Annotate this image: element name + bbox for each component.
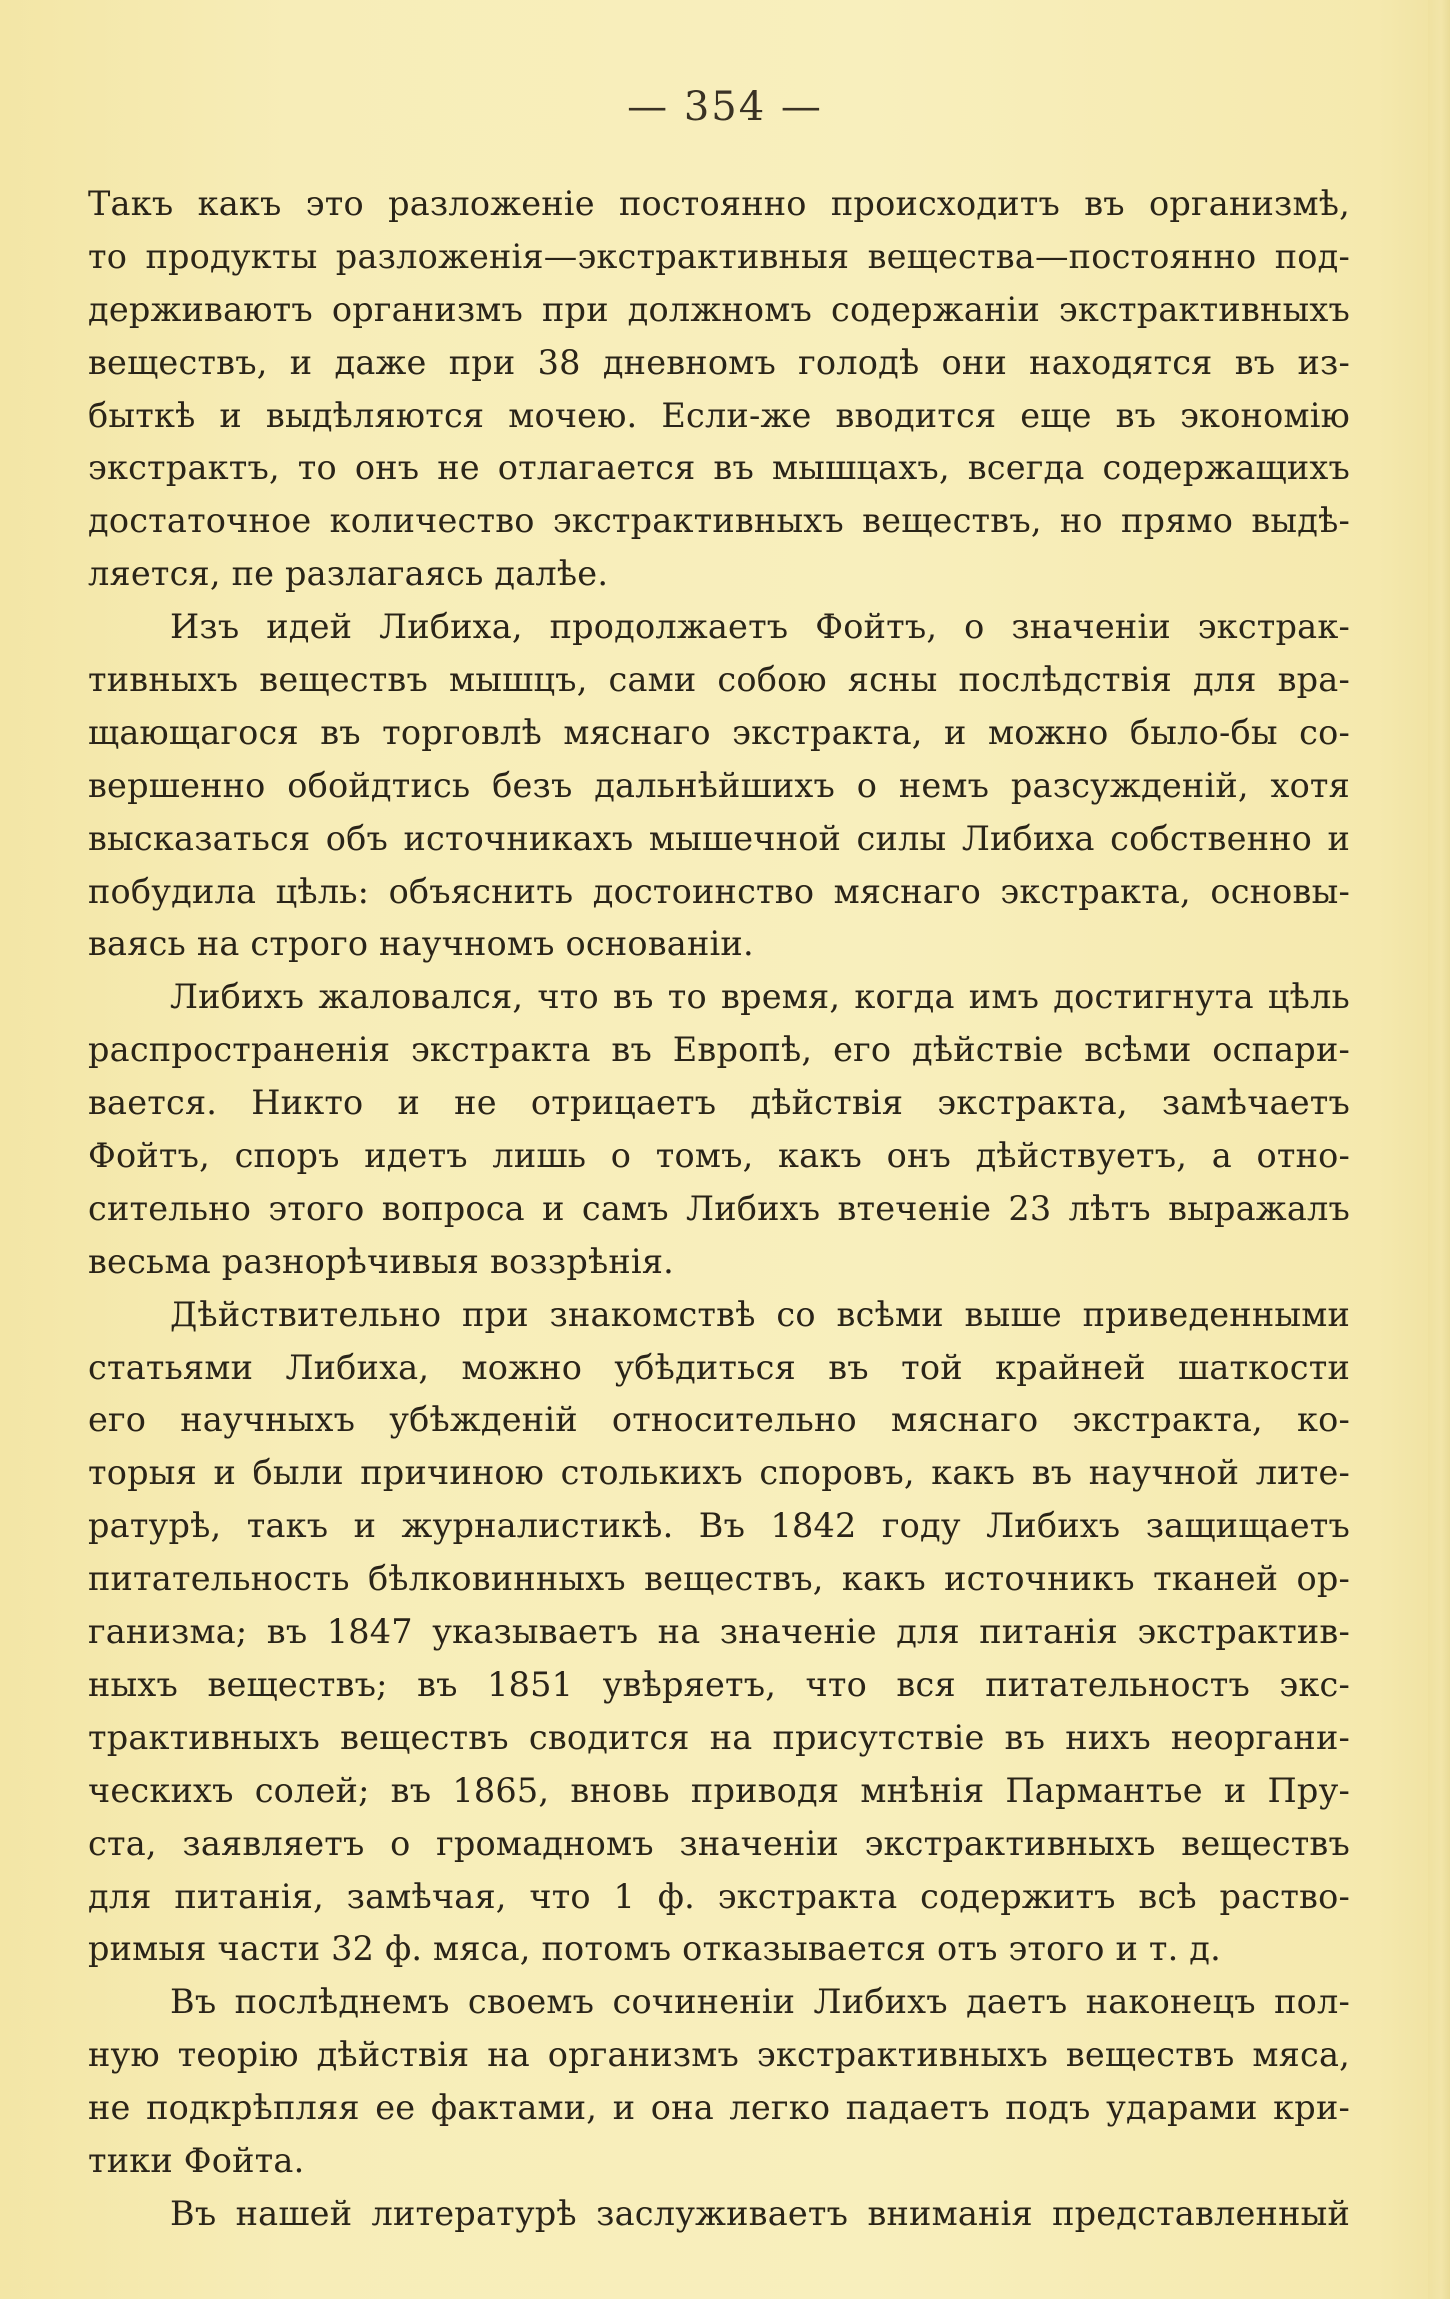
text-line: ныхъ веществъ; въ 1851 увѣряетъ, что вся питательностъ экс- — [88, 1664, 1350, 1704]
text-line: не подкрѣпляя ее фактами, и она легко падаетъ подъ ударами кри- — [88, 2088, 1350, 2128]
text-line: тивныхъ веществъ мышцъ, сами собою ясны послѣдствія для вра- — [88, 660, 1350, 700]
text-line: ганизма; въ 1847 указываетъ на значеніе для питанія экстрактив- — [88, 1612, 1350, 1652]
paragraph-first-line: Изъ идей Либиха, продолжаетъ Фойтъ, о значеніи экстрак- — [170, 607, 1350, 647]
text-line: торыя и были причиною столькихъ споровъ, какъ въ научной лите- — [88, 1453, 1350, 1493]
text-line: вершенно обойдтись безъ дальнѣйшихъ о немъ разсужденій, хотя — [88, 765, 1350, 805]
text-line: римыя части 32 ф. мяса, потомъ отказывается отъ этого и т. д. — [88, 1929, 1221, 1969]
body-text — [88, 178, 1350, 2241]
text-line: распространенія экстракта въ Европѣ, его дѣйствіе всѣми оспари- — [88, 1030, 1350, 1070]
text-line: Такъ какъ это разложеніе постоянно происходитъ въ организмѣ, — [88, 184, 1350, 223]
paragraph-first-line: Дѣйствительно при знакомствѣ со всѣми выше приведенными — [170, 1294, 1350, 1334]
text-line: веществъ, и даже при 38 дневномъ голодѣ они находятся въ из- — [88, 342, 1350, 382]
page-edge — [1428, 0, 1450, 2299]
text-line: сительно этого вопроса и самъ Либихъ втеченіе 23 лѣтъ выражалъ — [88, 1188, 1350, 1228]
text-line: то продукты разложенія—экстрактивныя вещества—постоянно под- — [88, 236, 1350, 276]
text-line: ста, заявляетъ о громадномъ значеніи экстрактивныхъ веществъ — [88, 1823, 1350, 1863]
paragraph-first-line: Либихъ жаловался, что въ то время, когда имъ достигнута цѣль — [170, 977, 1350, 1017]
text-line: его научныхъ убѣжденій относительно мяснаго экстракта, ко- — [88, 1400, 1350, 1440]
text-line: держиваютъ организмъ при должномъ содержаніи экстрактивныхъ — [88, 289, 1350, 329]
text-line: статьями Либиха, можно убѣдиться въ той крайней шаткости — [88, 1347, 1350, 1387]
text-line: высказаться объ источникахъ мышечной силы Либиха собственно и — [88, 818, 1350, 858]
text-line: вается. Никто и не отрицаетъ дѣйствія экстракта, замѣчаетъ — [88, 1083, 1350, 1123]
text-line: экстрактъ, то онъ не отлагается въ мышцахъ, всегда содержащихъ — [88, 448, 1350, 488]
text-line: трактивныхъ веществъ сводится на присутствіе въ нихъ неоргани- — [88, 1717, 1350, 1757]
text-line: Фойтъ, споръ идетъ лишь о томъ, какъ онъ дѣйствуетъ, а отно- — [88, 1136, 1350, 1176]
paragraph-first-line: Въ нашей литературѣ заслуживаетъ вниманія представленный — [170, 2193, 1350, 2233]
text-line: ную теорію дѣйствія на организмъ экстрактивныхъ веществъ мяса, — [88, 2035, 1350, 2075]
text-line: быткѣ и выдѣляются мочею. Если-же вводится еще въ экономію — [88, 395, 1350, 435]
text-line: питательность бѣлковинныхъ веществъ, какъ источникъ тканей ор- — [88, 1559, 1350, 1599]
text-line: достаточное количество экстрактивныхъ веществъ, но прямо выдѣ- — [88, 501, 1350, 541]
paragraph-first-line: Въ послѣднемъ своемъ сочиненіи Либихъ даетъ наконецъ пол- — [170, 1982, 1350, 2022]
text-line: тики Фойта. — [88, 2140, 305, 2180]
page-number: — 354 — — [627, 84, 823, 130]
text-line: ваясь на строго научномъ основаніи. — [88, 924, 754, 964]
text-line: ляется, пе разлагаясь далѣе. — [88, 554, 609, 594]
text-line: для питанія, замѣчая, что 1 ф. экстракта содержитъ всѣ раство- — [88, 1876, 1350, 1916]
text-line: весьма разнорѣчивыя воззрѣнія. — [88, 1241, 675, 1281]
text-line: щающагося въ торговлѣ мяснаго экстракта, и можно было-бы со- — [88, 712, 1350, 752]
text-line: побудила цѣль: объяснить достоинство мяснаго экстракта, основы- — [88, 871, 1350, 911]
text-line: ческихъ солей; въ 1865, вновь приводя мнѣнія Пармантье и Пру- — [88, 1770, 1350, 1810]
text-line: ратурѣ, такъ и журналистикѣ. Въ 1842 году Либихъ защищаетъ — [88, 1506, 1350, 1546]
